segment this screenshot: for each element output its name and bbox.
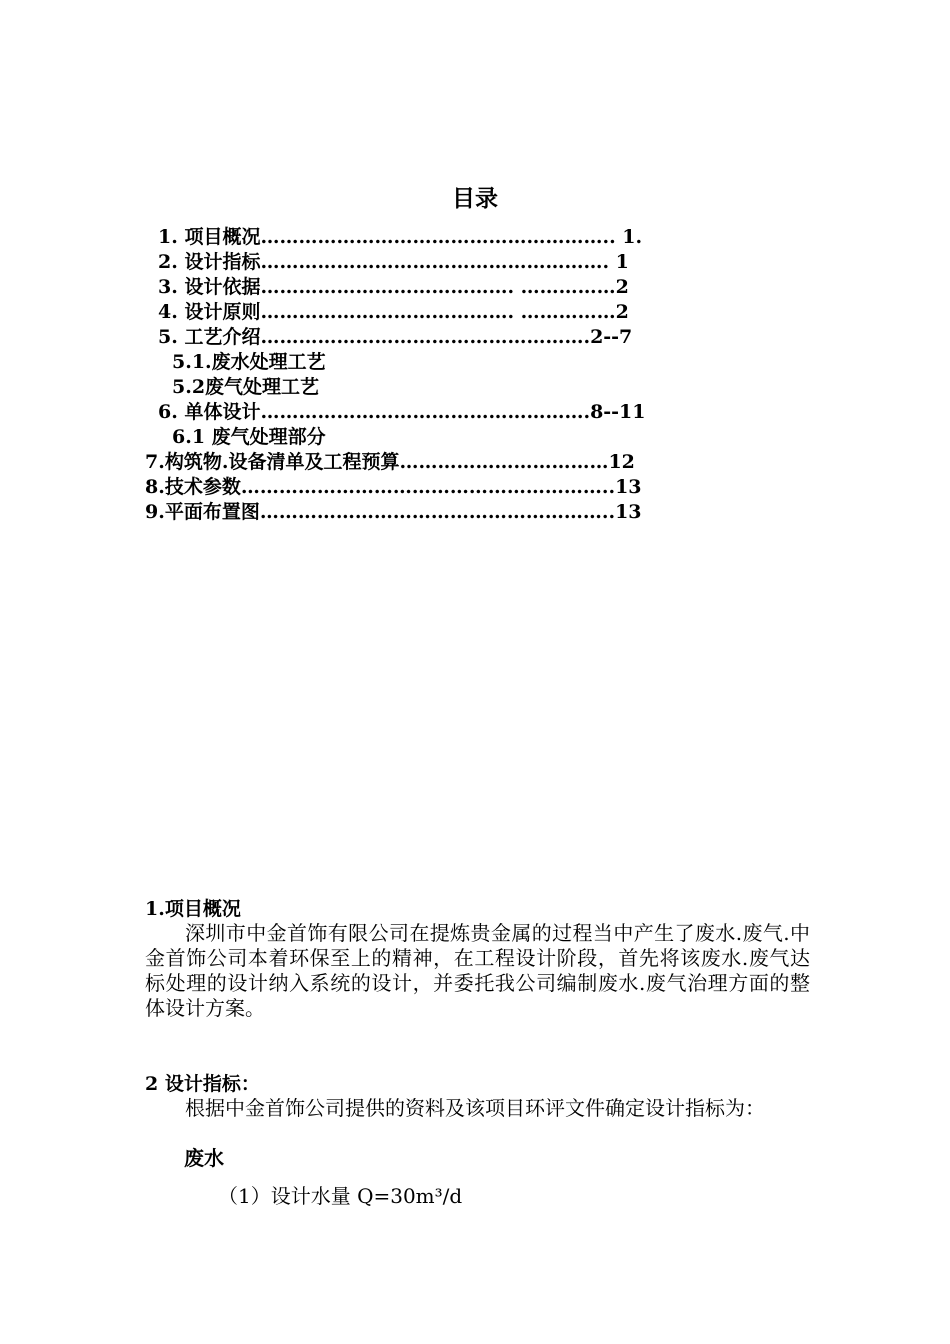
toc-item[interactable]: 4. 设计原则…………………………………. ……………2 [158, 301, 629, 323]
toc-item[interactable]: 8.技术参数…………………………………………………..13 [145, 476, 642, 498]
toc-item[interactable]: 6.1 废气处理部分 [172, 426, 326, 448]
sub-heading: 废水 [184, 1146, 224, 1170]
toc-item[interactable]: 2. 设计指标………………………………………………. 1 [158, 251, 629, 273]
toc-item[interactable]: 5. 工艺介绍…………………………………………….2--7 [158, 326, 633, 348]
toc-item[interactable]: 5.2废气处理工艺 [172, 376, 320, 398]
toc-item[interactable]: 7.构筑物.设备清单及工程预算……………………………12 [145, 451, 635, 473]
toc-title: 目录 [452, 185, 498, 212]
toc-item[interactable]: 3. 设计依据…………………………………. ……………2 [158, 276, 629, 298]
toc-item[interactable]: 1. 项目概况……………………………………………….. 1. [158, 226, 643, 248]
list-item: （1）设计水量 Q=30m³/d [218, 1184, 463, 1208]
toc-item[interactable]: 5.1.废水处理工艺 [172, 351, 326, 373]
section-heading: 1.项目概况 [145, 898, 241, 920]
toc-item[interactable]: 6. 单体设计…………………………………………….8--11 [158, 401, 646, 423]
section-paragraph: 根据中金首饰公司提供的资料及该项目环评文件确定设计指标为： [185, 1096, 765, 1120]
section-paragraph: 深圳市中金首饰有限公司在提炼贵金属的过程当中产生了废水.废气.中金首饰公司本着环保至上的精神，在工程设计阶段，首先将该废水.废气达标处理的设计纳入系统的设计，并委托我公司编制废水.废气治理方面的整体设计方案。 [145, 921, 810, 1020]
section-heading: 2 设计指标： [145, 1073, 260, 1095]
toc-item[interactable]: 9.平面布置图………………………………………………..13 [145, 501, 642, 523]
